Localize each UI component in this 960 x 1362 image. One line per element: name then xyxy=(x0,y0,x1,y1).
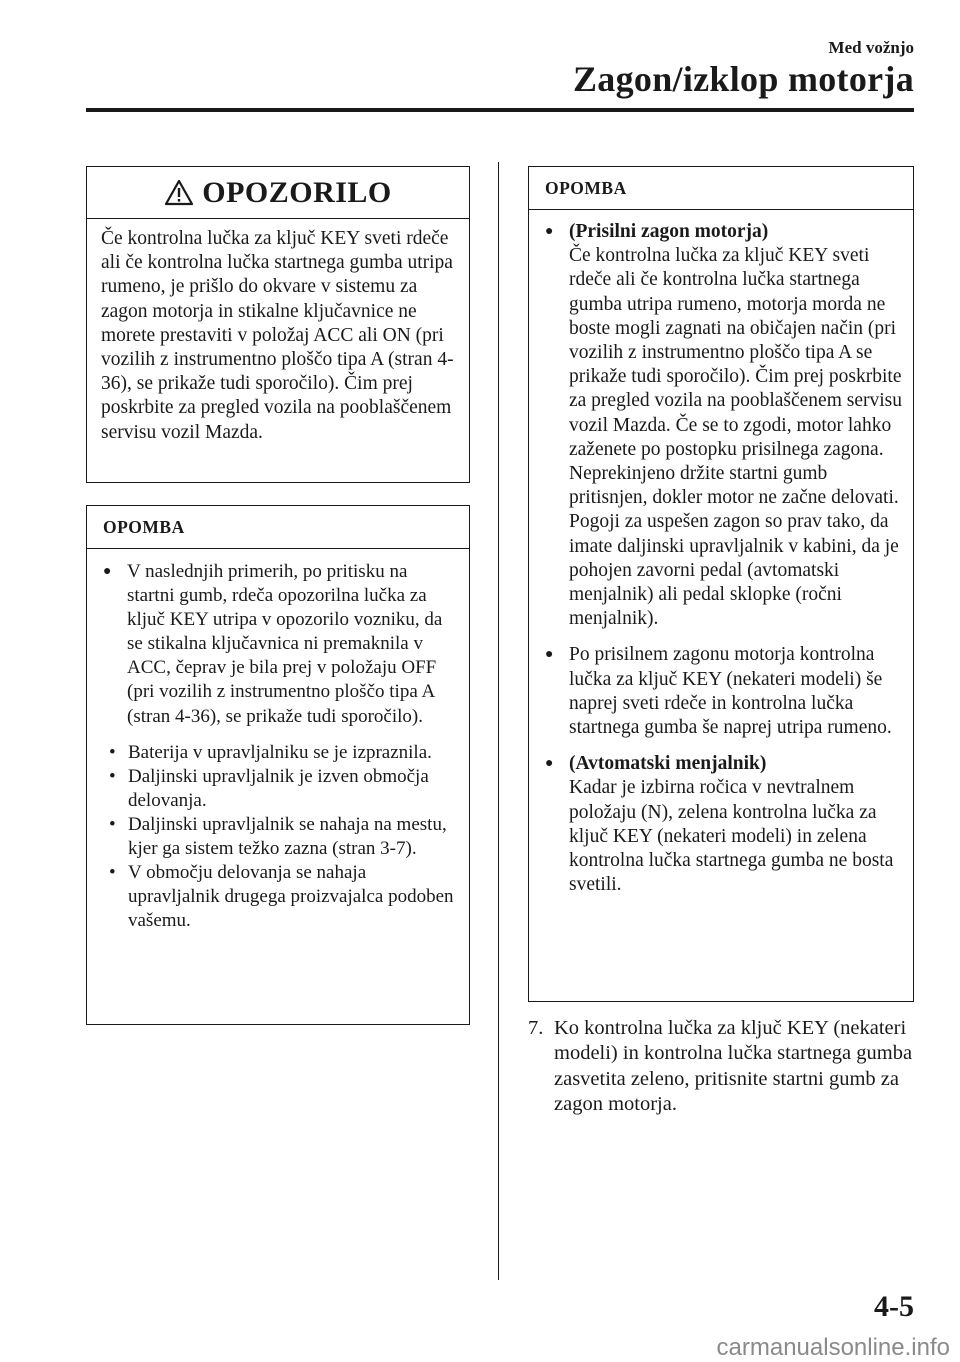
list-item-text: Daljinski upravljalnik se nahaja na mestu, kjer ga sistem težko zazna (stran 3-7). xyxy=(128,813,447,860)
list-item xyxy=(545,643,905,740)
list-item-text: V območju delovanja se nahaja upravljalnik drugega proizvajalca podoben vašemu. xyxy=(128,862,454,932)
subbullet-mark: • xyxy=(109,741,116,763)
chapter-title: Zagon/izklop motorja xyxy=(572,59,914,99)
item-text: Kadar je izbirna ročica v nevtralnem položaju (N), zelena kontrolna lučka za ključ KEY (nekateri modeli) in zelena kontrolna lučka startnega gumba ne bosta svetili. xyxy=(569,777,894,896)
note-right-header: OPOMBA xyxy=(529,167,913,210)
note-box-left xyxy=(86,505,470,1025)
list-item xyxy=(109,861,459,933)
list-item xyxy=(103,560,459,729)
warning-title: OPOZORILO xyxy=(202,175,392,209)
page-number: 4-5 xyxy=(874,1290,914,1323)
item-text: Če kontrolna lučka za ključ KEY sveti rdeče ali če kontrolna lučka startnega gumba utripa rumeno, motorja morda ne boste mogli zagnati na običajen način (pri vozilih z instrumentno ploščo tipa A se prikaže tudi sporočilo). Čim prej poskrbite za pregled vozila na pooblaščenem servisu vozil Mazda. Če se to zgodi, motor lahko zaženete po postopku prisilnega zagona. Neprekinjeno držite startni gumb pritisnjen, dokler motor ne začne delovati. Pogoji za uspešen zagon so prav tako, da imate daljinski upravljalnik v kabini, da je pohojen zavorni pedal (avtomatski menjalnik) ali pedal sklopke (ročni menjalnik). xyxy=(569,245,902,630)
subbullet-mark: • xyxy=(109,765,116,787)
bullet-mark: ● xyxy=(545,224,554,239)
list-item xyxy=(109,741,459,765)
item-text: Po prisilnem zagonu motorja kontrolna lučka za ključ KEY (nekateri modeli) še naprej sveti rdeče in kontrolna lučka startnega gumba še naprej utripa rumeno. xyxy=(569,644,892,739)
subbullet-mark: • xyxy=(109,813,116,835)
warning-box xyxy=(86,166,470,483)
subbullet-mark: • xyxy=(109,862,116,884)
item-heading: (Avtomatski menjalnik) xyxy=(569,753,767,775)
item-heading: (Prisilni zagon motorja) xyxy=(569,221,769,242)
watermark: carmanualsonline.info xyxy=(716,1334,950,1361)
list-item xyxy=(545,752,905,897)
column-divider xyxy=(498,162,499,1280)
bullet-mark: ● xyxy=(545,756,554,772)
note-left-body xyxy=(87,549,469,933)
warning-text: Če kontrolna lučka za ključ KEY sveti rdeče ali če kontrolna lučka startnega gumba utripa rumeno, je prišlo do okvare v sistemu za zagon motorja in stikalne ključavnice ne morete prestaviti v položaj ACC ali ON (pri vozilih z instrumentno ploščo tipa A (stran 4-36), se prikaže tudi sporočilo). Čim prej poskrbite za pregled vozila na pooblaščenem servisu vozil Mazda. xyxy=(101,228,454,443)
header-rule xyxy=(86,108,914,112)
note-left-intro: V naslednjih primerih, po pritisku na startni gumb, rdeča opozorilna lučka za ključ KEY utripa v opozorilo vozniku, da se stikalna ključavnica ni premaknila v ACC, čeprav je bila prej v položaju OFF (pri vozilih z instrumentno ploščo tipa A (stran 4-36), se prikaže tudi sporočilo). xyxy=(127,561,443,727)
section-label: Med vožnjo xyxy=(828,38,914,57)
list-item xyxy=(109,765,459,813)
list-item-text: Daljinski upravljalnik je izven območja delovanja. xyxy=(128,765,429,811)
warning-header xyxy=(87,167,469,219)
note-left-sublist xyxy=(103,741,459,934)
list-item xyxy=(545,220,905,631)
bullet-mark: ● xyxy=(103,564,112,579)
note-box-right xyxy=(528,166,914,1002)
step-7 xyxy=(528,1016,914,1117)
warning-triangle-icon xyxy=(164,179,194,206)
note-right-body xyxy=(529,210,913,897)
bullet-mark: ● xyxy=(545,647,554,663)
list-item-text: Baterija v upravljalniku se je izpraznila. xyxy=(128,741,432,763)
list-item xyxy=(109,813,459,861)
step-text: Ko kontrolna lučka za ključ KEY (nekateri modeli) in kontrolna lučka startnega gumba zasvetita zeleno, pritisnite startni gumb za zagon motorja. xyxy=(554,1017,913,1115)
step-number: 7. xyxy=(528,1017,544,1039)
note-left-header: OPOMBA xyxy=(87,506,469,549)
